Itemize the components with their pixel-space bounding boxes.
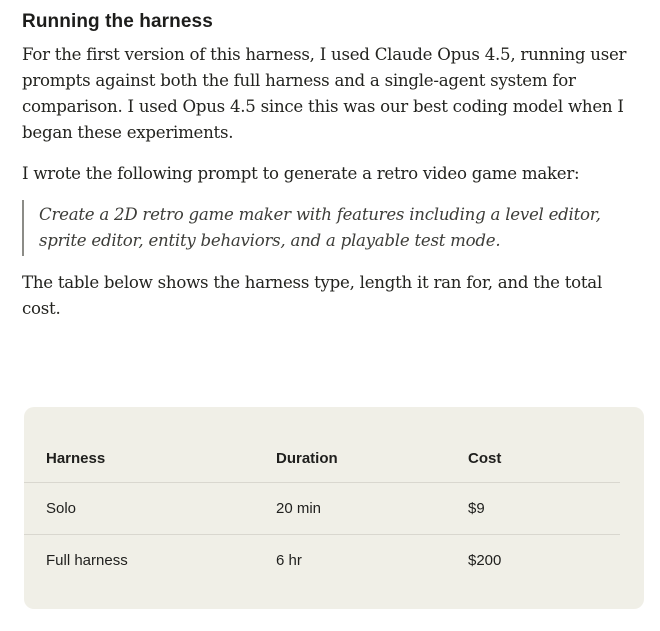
cell-duration: 6 hr bbox=[276, 552, 302, 569]
prompt-lead-paragraph: I wrote the following prompt to generate a retro video game maker: bbox=[22, 164, 580, 183]
header-harness: Harness bbox=[24, 434, 276, 483]
table-header bbox=[24, 434, 620, 483]
header-duration: Duration bbox=[276, 434, 468, 483]
section-heading: Running the harness bbox=[22, 11, 213, 32]
prompt-quote-text: Create a 2D retro game maker with features including a level editor, sprite editor, entity behaviors, and a playable test mode. bbox=[39, 205, 601, 250]
table-header-row bbox=[24, 434, 620, 483]
article-section bbox=[22, 10, 642, 322]
results-table bbox=[24, 434, 620, 586]
results-table-card bbox=[24, 407, 644, 609]
table-row bbox=[24, 535, 620, 587]
cell-harness: Full harness bbox=[46, 552, 128, 569]
prompt-blockquote bbox=[22, 200, 642, 256]
cell-duration: 20 min bbox=[276, 483, 468, 535]
cell-cost: $9 bbox=[468, 483, 620, 535]
intro-paragraph: For the first version of this harness, I used Claude Opus 4.5, running user prompts against both the full harness and a single-agent system for comparison. I used Opus 4.5 since this was our best coding model when I began these experiments. bbox=[22, 45, 627, 142]
header-cost: Cost bbox=[468, 434, 620, 483]
table-row bbox=[24, 483, 620, 535]
table-body bbox=[24, 483, 620, 587]
table-description-paragraph: The table below shows the harness type, length it ran for, and the total cost. bbox=[22, 273, 602, 318]
cell-harness: Solo bbox=[24, 483, 276, 535]
cell-cost: $200 bbox=[468, 552, 502, 569]
